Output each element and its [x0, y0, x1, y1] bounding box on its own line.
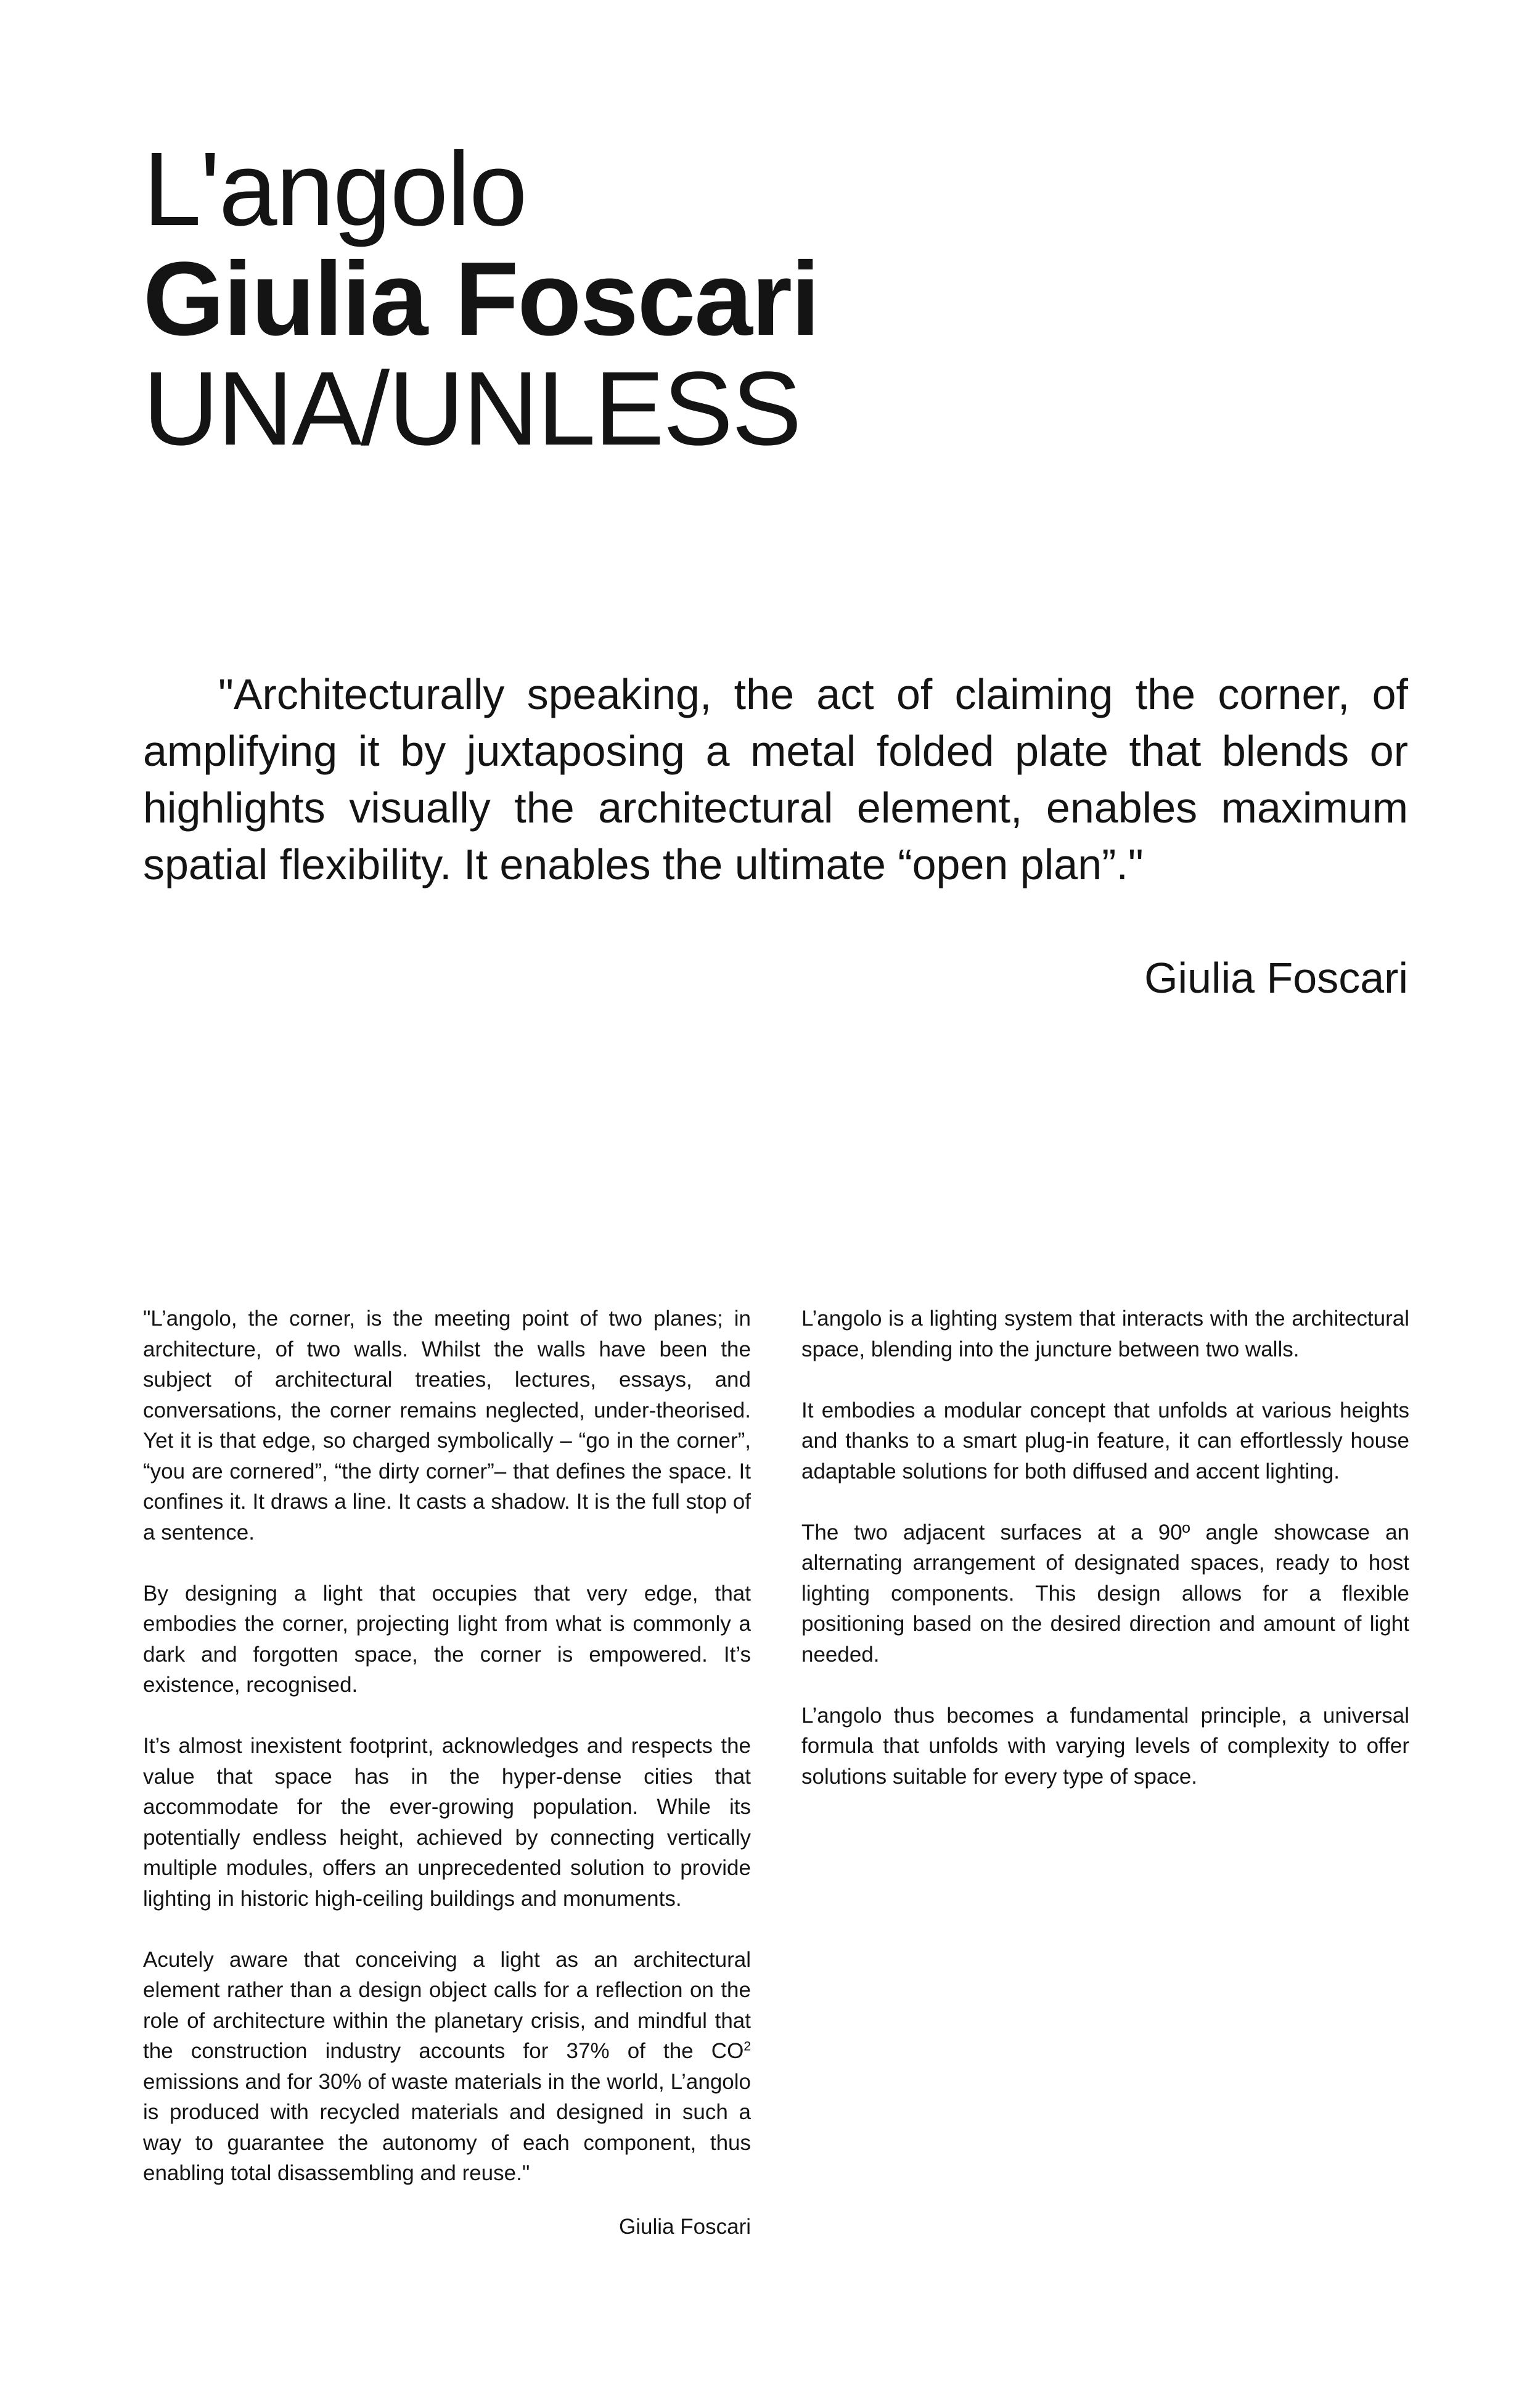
pull-quote-author: Giulia Foscari — [1144, 954, 1408, 1002]
right-paragraph-2: It embodies a modular concept that unfolds at various heights and thanks to a smart plug-in feature, it can effortlessly house adaptable solutions for both diffused and accent lighting. — [801, 1398, 1409, 1483]
product-title: L'angolo — [143, 131, 526, 248]
right-text-column — [801, 1303, 1409, 1792]
left-paragraph-2: By designing a light that occupies that very edge, that embodies the corner, projecting light from what is commonly a dark and forgotten space, the corner is empowered. It’s existence, recognised. — [143, 1581, 751, 1697]
designer-name: Giulia Foscari — [143, 240, 819, 358]
co2-subscript: 2 — [743, 2039, 751, 2054]
left-paragraph-4-part-2: emissions and for 30% of waste materials in the world, L’angolo is produced with recycled materials and designed in such a way to guarantee the autonomy of each component, thus enabling total disassembling and reuse." — [143, 2069, 751, 2185]
left-paragraph-4 — [143, 1945, 751, 2189]
right-paragraph-3: The two adjacent surfaces at a 90º angle showcase an alternating arrangement of designated spaces, ready to host lighting components. This design allows for a flexible positioning based on the desired direction and amount of light needed. — [801, 1520, 1409, 1667]
left-text-column — [143, 1303, 751, 2189]
title-block — [143, 131, 1401, 467]
left-paragraph-1: "L’angolo, the corner, is the meeting point of two planes; in architecture, of two walls. Whilst the walls have been the subject of architectural treaties, lectures, essays, and conversations, the corner remains neglected, under-theorised. Yet it is that edge, so charged symbolically – “go in the corner”, “you are cornered”, “the dirty corner”– that defines the space. It confines it. It draws a line. It casts a shadow. It is the full stop of a sentence. — [143, 1307, 751, 1545]
studio-name: UNA/UNLESS — [143, 350, 801, 467]
right-paragraph-4: L’angolo thus becomes a fundamental principle, a universal formula that unfolds with varying levels of complexity to offer solutions suitable for every type of space. — [801, 1703, 1409, 1789]
pull-quote — [143, 666, 1408, 893]
left-paragraph-4-part-1: Acutely aware that conceiving a light as an architectural element rather than a design object calls for a reflection on the role of architecture within the planetary crisis, and mindful that the construction industry accounts for 37% of the CO — [143, 1947, 751, 2063]
body-text-author: Giulia Foscari — [619, 2215, 751, 2239]
left-paragraph-3: It’s almost inexistent footprint, acknowledges and respects the value that space has in the hyper-dense cities that accommodate for the ever-growing population. While its potentially endless height, achieved by connecting vertically multiple modules, offers an unprecedented solution to provide lighting in historic high-ceiling buildings and monuments. — [143, 1734, 751, 1911]
right-paragraph-1: L’angolo is a lighting system that interacts with the architectural space, blending into the juncture between two walls. — [801, 1307, 1409, 1361]
pull-quote-text: "Architecturally speaking, the act of claiming the corner, of amplifying it by juxtaposing a metal folded plate that blends or highlights visually the architectural element, enables maximum spatial flexibility. It enables the ultimate “open plan”." — [143, 670, 1408, 888]
